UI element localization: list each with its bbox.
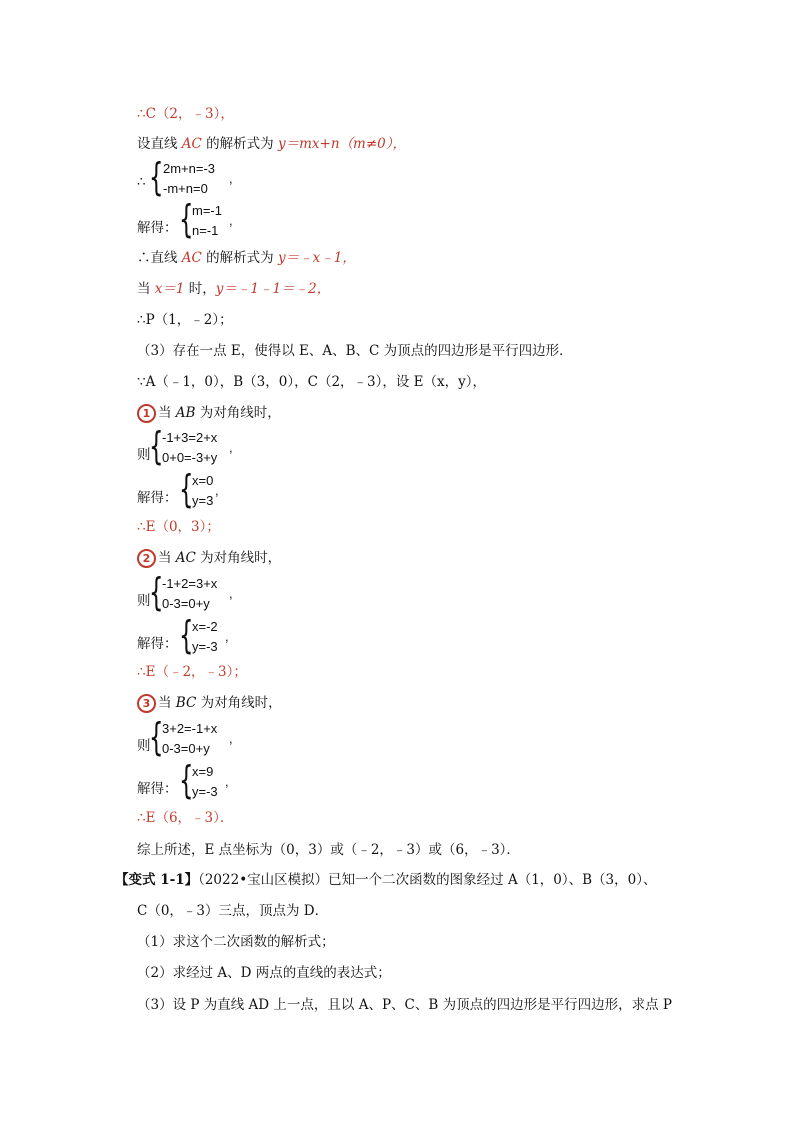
text: y＝﹣1﹣1＝﹣2， [215,281,331,297]
equation: 0-3=0+y [162,741,210,756]
equation: n=-1 [192,223,219,238]
brace-icon: { [149,715,164,759]
text: 设直线 [137,136,182,152]
text-line: ∴C（2，﹣3）， [137,106,234,122]
circled-number: 3 [137,694,156,713]
text-line: 综上所述，E 点坐标为（0，3）或（﹣2，﹣3）或（6，﹣3）． [137,842,520,858]
prefix: 则 [137,738,151,754]
equation: 2m+n=-3 [163,161,216,176]
prefix: 解得： [137,490,178,506]
text: 当 [158,405,176,421]
prefix: 则 [137,593,151,609]
text: AB [175,405,196,421]
equation: y=-3 [192,784,218,799]
equation: y=-3 [192,639,218,654]
equation: y=3 [192,493,214,508]
text: 为对角线时， [196,695,282,711]
question-item: （1）求这个二次函数的解析式； [137,934,335,950]
text: 的解析式为 [201,136,278,152]
text: 时， [184,281,216,297]
equation: x=9 [192,764,214,779]
comma: , [229,213,233,228]
text: 的解析式为 [201,250,278,266]
prefix: ∴ [137,174,146,190]
text: 当 [158,550,176,566]
text: BC [175,695,197,711]
comma: , [229,440,233,455]
equation: 3+2=-1+x [162,721,218,736]
text: AC [181,136,202,152]
text: 为对角线时， [195,405,281,421]
circled-number: 2 [137,549,156,568]
text-line: C（0，﹣3）三点，顶点为 D． [137,903,329,919]
prefix: 解得： [137,220,178,236]
comma: , [229,171,233,186]
prefix: 解得： [137,636,178,652]
equation: 0-3=0+y [162,596,210,611]
brace-icon: { [179,197,194,241]
text-line: （3）存在一点 E，使得以 E、A、B、C 为顶点的四边形是平行四边形． [137,343,573,359]
prefix: 则 [137,447,151,463]
comma: , [225,774,229,789]
text: y＝mx+n（m≠0）， [277,136,406,152]
comma: , [229,731,233,746]
equation: 0+0=-3+y [162,450,218,465]
case-heading [137,548,281,568]
text: AC [181,250,202,266]
equation: -1+2=3+x [162,576,218,591]
text-line [137,248,356,268]
comma: , [215,483,219,498]
comma: , [225,629,229,644]
text: ∴直线 [137,250,182,266]
text-line [137,134,406,154]
brace-icon: { [149,155,164,199]
problem-heading [115,870,656,890]
case-heading [137,693,282,713]
text: 当 [137,281,155,297]
brace-icon: { [179,613,194,657]
brace-icon: { [179,467,194,511]
text-line: ∴E（﹣2，﹣3）； [137,664,247,680]
question-item: （3）设 P 为直线 AD 上一点，且以 A、P、C、B 为顶点的四边形是平行四边形，求点 P [137,997,672,1013]
equation: -m+n=0 [163,181,208,196]
circled-number: 1 [137,404,156,423]
text-line [137,279,330,299]
brace-icon: { [179,758,194,802]
text-line: ∴E（0，3）； [137,519,220,535]
text: y＝﹣x﹣1， [277,250,356,266]
equation: x=-2 [192,619,218,634]
equation: m=-1 [192,203,222,218]
text-line: ∴E（6，﹣3）． [137,810,234,826]
case-heading [137,403,281,423]
variant-label: 【变式 1-1】 [115,872,199,888]
comma: , [229,586,233,601]
question-item: （2）求经过 A、D 两点的直线的表达式； [137,965,391,981]
equation: -1+3=2+x [162,430,218,445]
brace-icon: { [149,424,164,468]
text-line: ∵A（﹣1，0），B（3，0），C（2，﹣3），设 E（x，y）， [137,374,487,390]
text: 当 [158,695,176,711]
prefix: 解得： [137,781,178,797]
equation: x=0 [192,473,214,488]
text: x＝1 [154,281,185,297]
text: （2022•宝山区模拟）已知一个二次函数的图象经过 A（1，0）、B（3，0）、 [198,872,657,888]
text: AC [175,550,196,566]
brace-icon: { [149,570,164,614]
text-line: ∴P（1，﹣2）； [137,312,233,328]
text: 为对角线时， [195,550,282,566]
